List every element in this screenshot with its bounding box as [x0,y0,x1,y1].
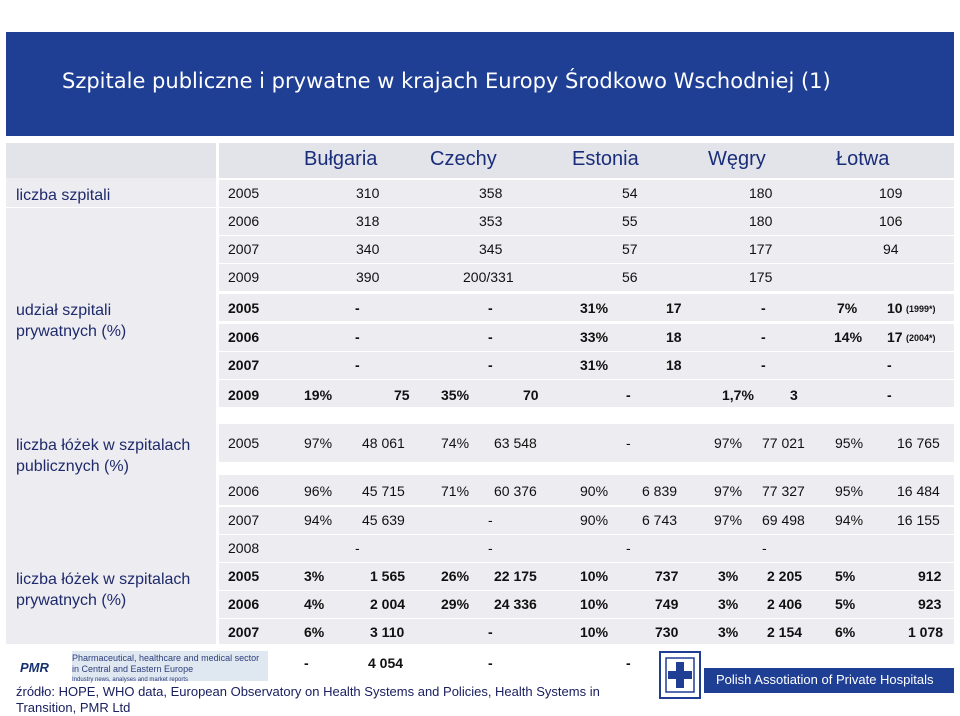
year-cell: 2007 [228,241,260,257]
year-cell: 2007 [228,624,260,640]
value-cell: 94 [883,241,899,257]
value-cell: 109 [879,185,903,201]
value-cell: - [488,357,493,373]
value-cell: 180 [749,213,773,229]
year-cell: 2006 [228,596,260,612]
value-cell: 95% [835,435,864,451]
value-cell: 33% [580,329,609,345]
value-cell: 7% [837,300,858,316]
hospital-cross-icon [658,650,702,700]
group-label-public-beds: liczba łóżek w szpitalach publicznych (%) [16,437,191,475]
pmr-logo: PMR [20,660,49,675]
value-cell: 14% [834,329,863,345]
value-cell: 10% [580,568,609,584]
footnote-year: (2004*) [906,333,936,343]
country-header-latvia: Łotwa [836,148,890,170]
value-cell: 358 [479,185,503,201]
year-cell: 2009 [228,269,260,285]
value-cell: - [626,387,631,403]
value-cell: 31% [580,300,609,316]
table-row [219,180,954,207]
value-cell: 340 [356,241,380,257]
value-cell: 200/331 [463,269,514,285]
value-cell: 2 004 [370,596,406,612]
value-cell: 10% [580,596,609,612]
value-cell: - [304,655,309,671]
value-cell: - [355,540,360,556]
value-cell: 45 639 [362,512,405,528]
value-cell: 63 548 [494,435,537,451]
value-cell: 3 110 [370,624,405,640]
group-label-hospitals: liczba szpitali [16,187,111,204]
pmr-tagline-line: Pharmaceutical, healthcare and medical sector [72,653,260,663]
value-cell: 737 [655,568,679,584]
value-cell: - [488,540,493,556]
value-cell: 97% [304,435,333,451]
value-cell: 5% [835,568,856,584]
table-row [219,264,954,291]
year-cell: 2005 [228,300,260,316]
value-cell: - [626,435,631,451]
value-cell: 70 [523,387,539,403]
country-header-czechia: Czechy [430,148,497,170]
value-cell: 3% [718,624,739,640]
value-cell: 1 565 [370,568,406,584]
value-cell: 75 [394,387,410,403]
value-cell: 26% [441,568,470,584]
value-cell: 18 [666,329,682,345]
value-cell: 77 327 [762,483,805,499]
value-cell: - [887,357,892,373]
year-cell: 2006 [228,213,260,229]
value-cell: 55 [622,213,638,229]
value-cell: - [488,329,493,345]
year-cell: 2005 [228,568,260,584]
value-cell: 19% [304,387,333,403]
value-cell: 6% [835,624,856,640]
value-cell: 106 [879,213,903,229]
value-cell: 3% [304,568,325,584]
value-cell: - [488,624,493,640]
value-cell: - [488,300,493,316]
value-cell: 912 [918,568,942,584]
source-note: źródło: HOPE, WHO data, European Observatory on Health Systems and Policies, Health Systems in Transition, PMR Ltd [16,684,600,715]
value-cell: 17 [666,300,682,316]
value-cell: 345 [479,241,503,257]
value-cell: 1 078 [908,624,944,640]
year-cell: 2006 [228,329,260,345]
value-cell: 29% [441,596,470,612]
country-header-bulgaria: Bułgaria [304,148,378,170]
header-corner [6,143,216,178]
value-cell: 175 [749,269,773,285]
value-cell: 390 [356,269,380,285]
value-cell: 310 [356,185,380,201]
value-cell: 90% [580,512,609,528]
value-cell: 90% [580,483,609,499]
value-cell: 16 765 [897,435,940,451]
year-cell: 2005 [228,185,260,201]
value-cell: 48 061 [362,435,405,451]
polish-association-label: Polish Assotiation of Private Hospitals [716,672,934,687]
value-cell: - [761,300,766,316]
value-cell: 180 [749,185,773,201]
value-cell: 74% [441,435,470,451]
value-cell: - [355,329,360,345]
value-cell: 16 484 [897,483,940,499]
year-cell: 2007 [228,357,260,373]
country-header-estonia: Estonia [572,148,639,170]
value-cell: 94% [304,512,333,528]
value-cell: 6% [304,624,325,640]
year-cell: 2006 [228,483,260,499]
value-cell: 22 175 [494,568,537,584]
value-cell: 71% [441,483,470,499]
value-cell: 4% [304,596,325,612]
value-cell: - [761,329,766,345]
divider [6,207,216,208]
table-row [219,208,954,235]
value-cell: 77 021 [762,435,805,451]
value-cell: 2 154 [767,624,803,640]
value-cell: - [887,387,892,403]
value-cell: 1,7% [722,387,754,403]
value-cell: 730 [655,624,679,640]
value-cell: 97% [714,435,743,451]
value-cell: - [761,357,766,373]
year-cell: 2008 [228,540,260,556]
value-cell: 97% [714,512,743,528]
value-cell: - [355,300,360,316]
year-cell: 2007 [228,512,260,528]
pmr-tagline-line: Industry news, analyses and market reports [72,677,189,683]
value-cell: 45 715 [362,483,405,499]
value-cell: 3 [790,387,798,403]
value-cell: 2 205 [767,568,803,584]
value-cell: 353 [479,213,503,229]
group-label-private-beds: liczba łóżek w szpitalach prywatnych (%) [16,571,191,609]
pmr-tagline [72,653,259,686]
value-cell: 18 [666,357,682,373]
value-cell: 96% [304,483,333,499]
value-cell: 56 [622,269,638,285]
value-cell: 749 [655,596,679,612]
value-cell: - [488,512,493,528]
value-cell: 35% [441,387,470,403]
group-label-private-share: udział szpitali prywatnych (%) [16,302,127,340]
value-cell: 95% [835,483,864,499]
value-cell: 17 [887,329,903,345]
value-cell: 97% [714,483,743,499]
value-cell: 6 839 [642,483,678,499]
footnote-year: (1999*) [906,304,936,314]
value-cell: 31% [580,357,609,373]
value-cell: 57 [622,241,638,257]
pmr-tagline-line: in Central and Eastern Europe [72,664,194,674]
value-cell: - [626,540,631,556]
year-cell: 2009 [228,387,260,403]
value-cell: 60 376 [494,483,537,499]
value-cell: 2 406 [767,596,803,612]
value-cell: 10% [580,624,609,640]
value-cell: 318 [356,213,380,229]
value-cell: 69 498 [762,512,805,528]
country-header-hungary: Węgry [708,148,766,170]
value-cell: 923 [918,596,942,612]
value-cell: 24 336 [494,596,537,612]
table-row [219,236,954,263]
value-cell: 3% [718,568,739,584]
value-cell: 54 [622,185,638,201]
value-cell: 16 155 [897,512,940,528]
value-cell: - [762,540,767,556]
value-cell: 177 [749,241,773,257]
value-cell: 10 [887,300,903,316]
slide-title: Szpitale publiczne i prywatne w krajach Europy Środkowo Wschodniej (1) [62,69,831,93]
value-cell: - [355,357,360,373]
value-cell: 4 054 [368,655,404,671]
year-cell: 2005 [228,435,260,451]
value-cell: - [488,655,493,671]
value-cell: - [626,655,631,671]
value-cell: 3% [718,596,739,612]
value-cell: 5% [835,596,856,612]
table-row [219,535,954,562]
value-cell: 94% [835,512,864,528]
value-cell: 6 743 [642,512,678,528]
